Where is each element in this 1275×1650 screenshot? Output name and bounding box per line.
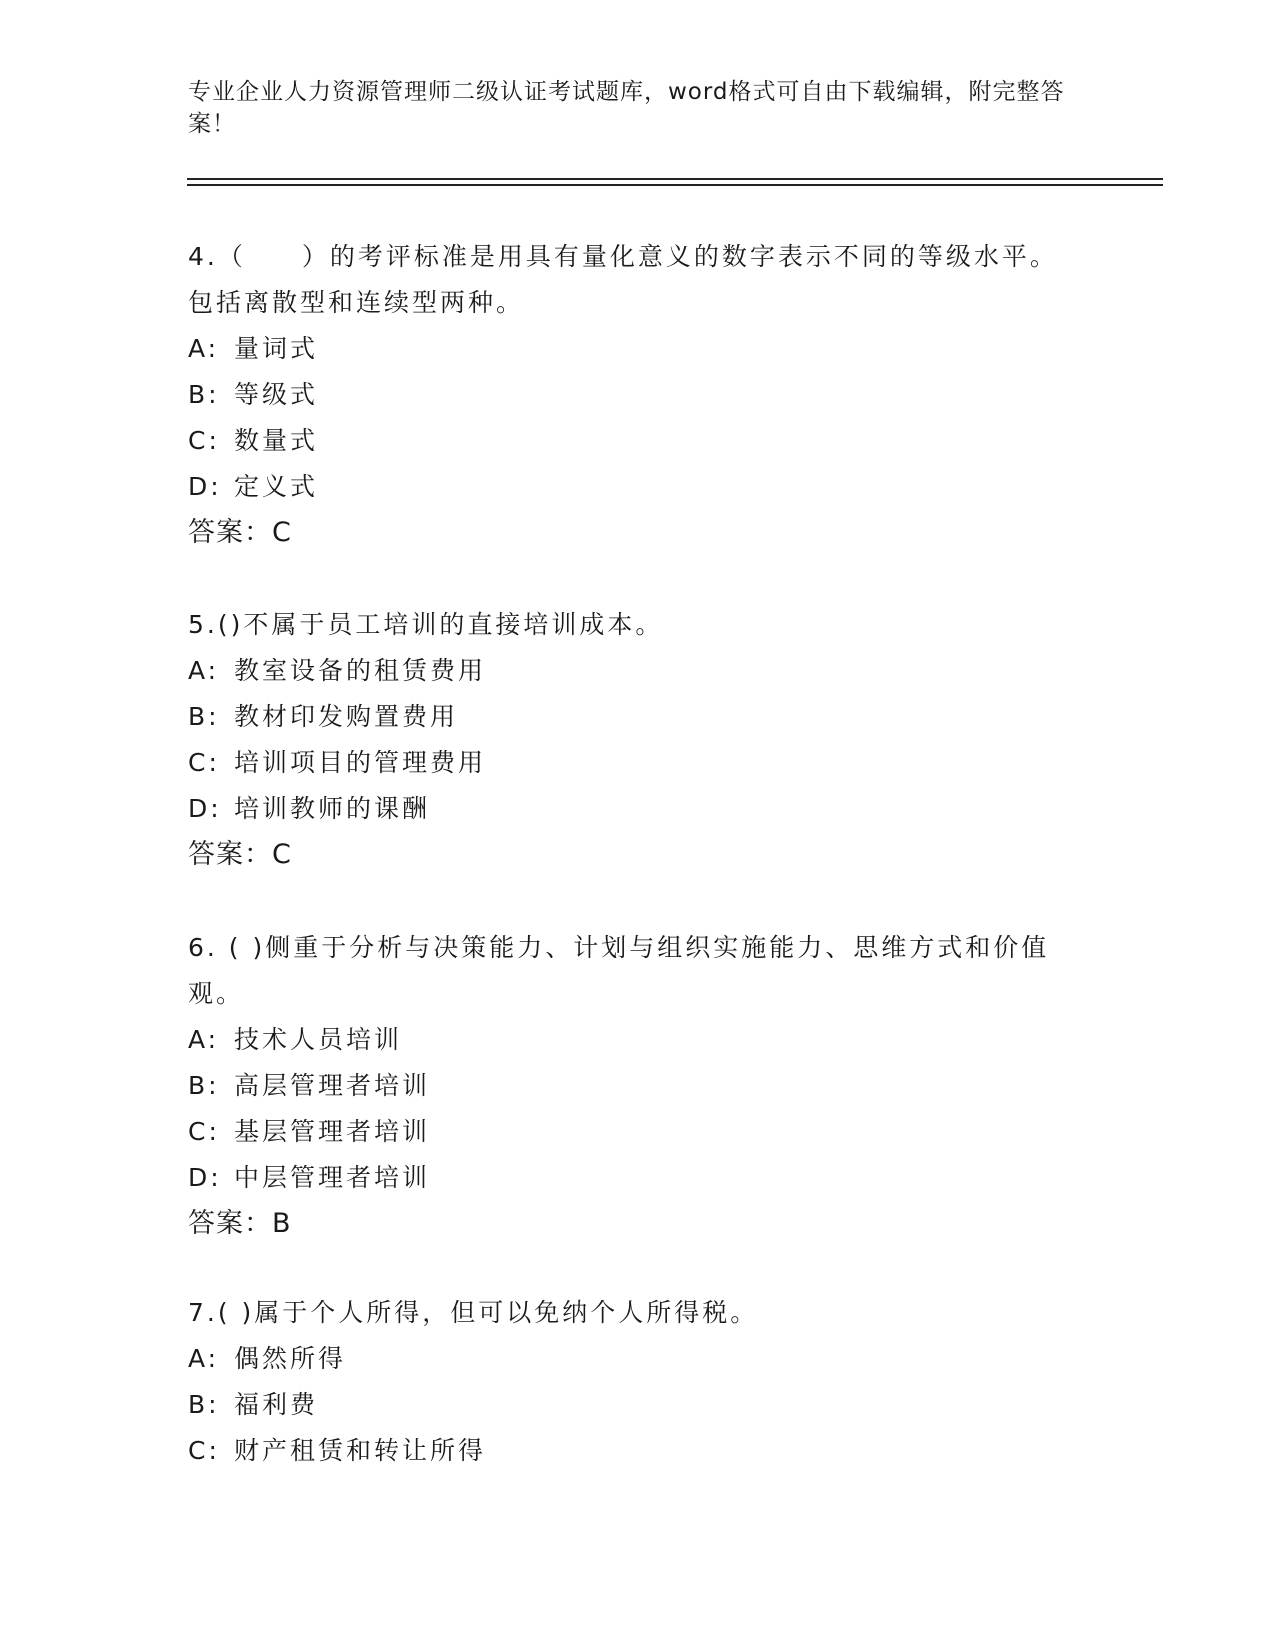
option-text: 福利费 xyxy=(234,1390,319,1419)
option-key: D: xyxy=(188,1163,222,1192)
answer: 答案：C xyxy=(188,517,292,548)
option-key: C: xyxy=(188,748,220,777)
question-6 xyxy=(188,925,1068,1247)
option-key: A: xyxy=(188,656,220,685)
option-b xyxy=(188,1063,1068,1109)
option-c xyxy=(188,740,1068,786)
option-c xyxy=(188,1109,1068,1155)
document-header: 专业企业人力资源管理师二级认证考试题库，word格式可自由下载编辑，附完整答案！ xyxy=(188,79,1065,137)
option-key: A: xyxy=(188,334,220,363)
option-key: B: xyxy=(188,702,220,731)
option-a xyxy=(188,1017,1068,1063)
option-d xyxy=(188,1155,1068,1201)
option-key: B: xyxy=(188,1390,220,1419)
option-text: 教室设备的租赁费用 xyxy=(234,656,487,685)
option-text: 定义式 xyxy=(234,472,319,501)
option-b xyxy=(188,372,1068,418)
option-text: 偶然所得 xyxy=(234,1344,347,1373)
header-divider-top xyxy=(187,178,1163,180)
question-stem: 5.()不属于员工培训的直接培训成本。 xyxy=(188,610,664,639)
option-c xyxy=(188,1428,1068,1474)
option-key: B: xyxy=(188,380,220,409)
option-text: 等级式 xyxy=(234,380,319,409)
answer: 答案：C xyxy=(188,839,292,870)
question-stem: 4.（ ）的考评标准是用具有量化意义的数字表示不同的等级水平。包括离散型和连续型两种。 xyxy=(188,242,1058,317)
option-text: 中层管理者培训 xyxy=(234,1163,431,1192)
option-d xyxy=(188,464,1068,510)
option-key: B: xyxy=(188,1071,220,1100)
option-b xyxy=(188,1382,1068,1428)
option-text: 基层管理者培训 xyxy=(234,1117,431,1146)
question-stem: 7.( )属于个人所得，但可以免纳个人所得税。 xyxy=(188,1298,759,1327)
option-key: A: xyxy=(188,1025,220,1054)
answer: 答案：B xyxy=(188,1208,292,1239)
option-key: A: xyxy=(188,1344,220,1373)
option-key: C: xyxy=(188,1117,220,1146)
question-stem: 6. ( )侧重于分析与决策能力、计划与组织实施能力、思维方式和价值观。 xyxy=(188,933,1050,1008)
option-text: 财产租赁和转让所得 xyxy=(234,1436,487,1465)
question-7 xyxy=(188,1290,1068,1474)
question-4 xyxy=(188,234,1068,556)
option-key: D: xyxy=(188,472,222,501)
option-text: 高层管理者培训 xyxy=(234,1071,431,1100)
option-text: 培训教师的课酬 xyxy=(234,794,431,823)
option-key: C: xyxy=(188,426,220,455)
option-c xyxy=(188,418,1068,464)
option-key: C: xyxy=(188,1436,220,1465)
option-a xyxy=(188,648,1068,694)
option-a xyxy=(188,1336,1068,1382)
option-text: 数量式 xyxy=(234,426,319,455)
option-key: D: xyxy=(188,794,222,823)
option-a xyxy=(188,326,1068,372)
option-text: 量词式 xyxy=(234,334,319,363)
option-d xyxy=(188,786,1068,832)
option-text: 培训项目的管理费用 xyxy=(234,748,487,777)
option-text: 技术人员培训 xyxy=(234,1025,403,1054)
option-text: 教材印发购置费用 xyxy=(234,702,459,731)
question-5 xyxy=(188,602,1068,878)
option-b xyxy=(188,694,1068,740)
header-divider-bottom xyxy=(187,184,1163,186)
